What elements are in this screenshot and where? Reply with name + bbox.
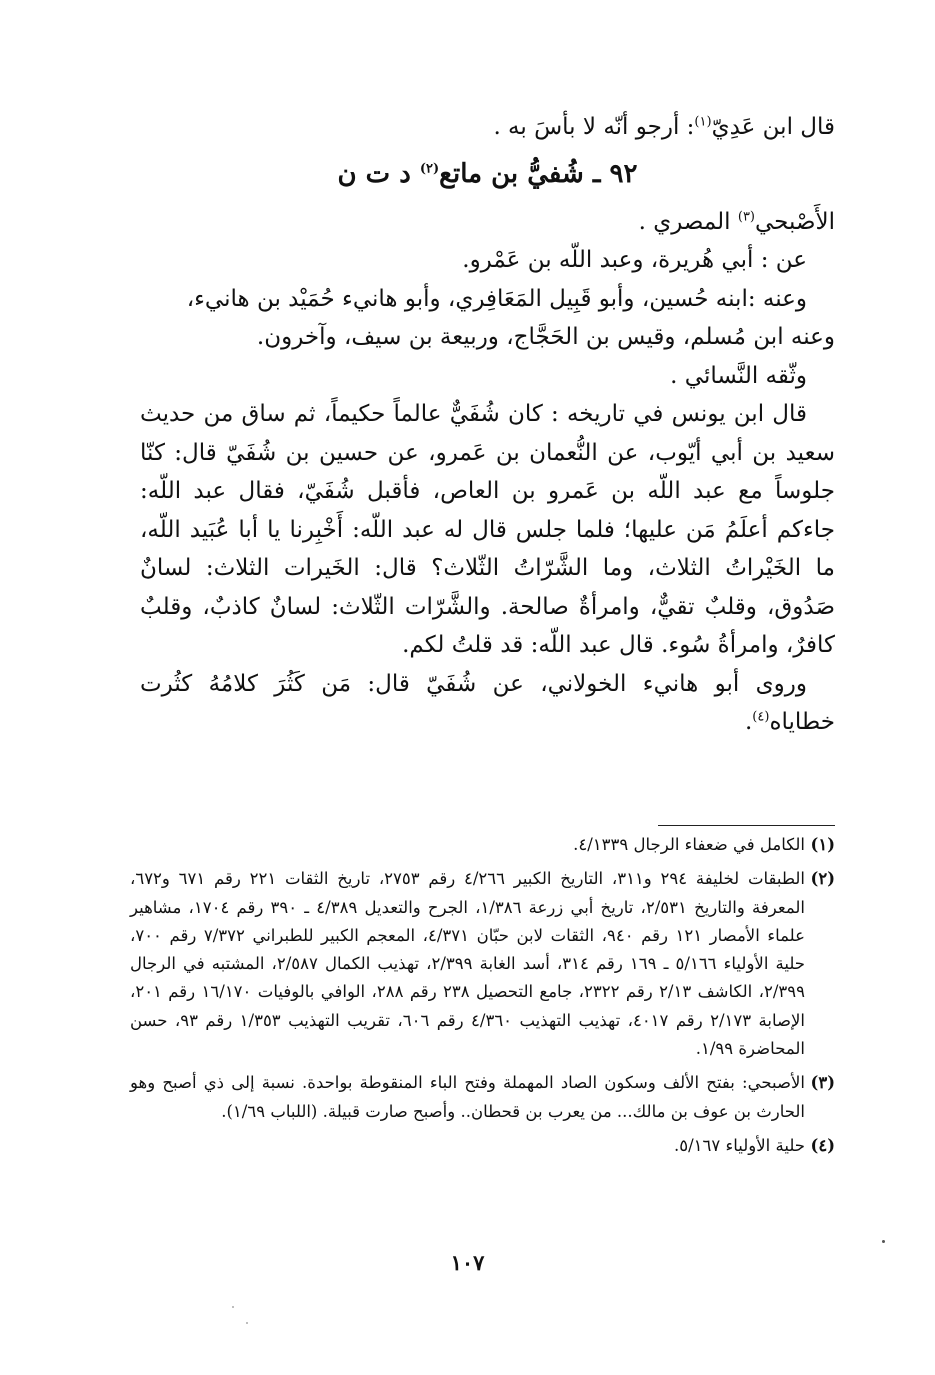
footnote-number: (١) <box>810 835 835 854</box>
footnote-number: (٢) <box>810 869 835 889</box>
paragraph-ibn-yunus: قال ابن يونس في تاريخه : كان شُفَيٌّ عالماً حكيماً، ثم ساق من حديث سعيد بن أبي أيّوب، عن النُّعمان بن عَمرو، عن حسين بن شُفَيّ قال: كنّا جلوساً مع عبد اللّه بن عَمرو بن العاص، فأقبل شُفَيّ، فقال عبد اللّه: جاءكم أعلَمُ مَن عليها؛ فلما جلس قال له عبد اللّه: أَخْبِرنا يا أبا عُبَيد اللّه، ما الخَيْراتُ الثلاث، وما الشَّرّاتُ الثّلاث؟ قال: الخَيرات الثلاث: لسانٌ صَدُوق، وقلبٌ تقيٌّ، وامرأةٌ صالحة. والشَّرّات الثّلاث: لسانٌ كاذبٌ، وقلبٌ كافرٌ، وامرأةُ سُوء. قال عبد اللّه: قد قلتُ لكم. <box>140 401 835 658</box>
footnote-divider <box>658 825 835 826</box>
paragraph-abu-hani: وروى أبو هانيء الخولاني، عن شُفَيّ قال: مَن كَثُرَ كلامُهُ كثُرت خطاياه$^{(٤)}$. <box>140 670 835 735</box>
paragraph-narrators-2: وعنه ابن مُسلم، وقيس بن الحَجَّاج، وربيعة بن سيف، وآخرون. <box>256 324 835 350</box>
paragraph-narrators-1: وعنه :ابنه حُسين، وأبو قَبِيل المَعَافِري، وأبو هانيء حُمَيْد بن هانيء، <box>186 285 807 312</box>
footnote-ref: (٢) <box>419 160 440 176</box>
paragraph-ibn-adi: قال ابن عَدِيّ$^{(١)}$: أرجو أنّه لا بأسَ به . <box>493 114 835 140</box>
footnote-ref: (٣) <box>737 208 755 224</box>
entry-heading: ٩٢ ـ شُفيُّ بن ماتع$^{(٢)}$ د ت ن <box>337 158 638 189</box>
footnote-text: الطبقات لخليفة ٢٩٤ و٣١١، التاريخ الكبير ٤/٢٦٦ رقم ٢٧٥٣، تاريخ الثقات ٢٢١ رقم ٦٧١ و٦٧٢، المعرفة والتاريخ ٢/٥٣١، تاريخ أبي زرعة ١/٣٨٦، الجرح والتعديل ٤/٣٨٩ ـ ٣٩٠ رقم ١٧٠٤، مشاهير علماء الأمصار ١٢١ رقم ٩٤٠، الثقات لابن حبّان ٤/٣٧١، المعجم الكبير للطبراني ٧/٣٧٢ رقم ٧٠٠، حلية الأولياء ٥/١٦٦ ـ ١٦٩ رقم ٣١٤، أسد الغابة ٢/٣٩٩، تهذيب الكمال ٢/٥٨٧، المشتبه في الرجال ٢/٣٩٩، الكاشف ٢/١٣ رقم ٢٣٢٢، جامع التحصيل ٢٣٨ رقم ٢٨٨، الوافي بالوفيات ١٦/١٧٠ رقم ٢٠١، الإصابة ٢/١٧٣ رقم ٤٠١٧، تهذيب التهذيب ٤/٣٦٠ رقم ٦٠٦، تقريب التهذيب ١/٣٥٣ رقم ٩٣، حسن المحاضرة ١/٩٩. <box>130 869 806 1059</box>
footnote-ref: (١) <box>694 114 712 130</box>
footnote-4 <box>130 1132 835 1160</box>
footnotes <box>130 831 835 1166</box>
scan-speck <box>882 1240 885 1243</box>
footnote-ref: (٤) <box>752 709 770 725</box>
footnote-2 <box>130 865 835 1063</box>
paragraph-nisba: الأَصْبحي$^{(٣)}$ المصري . <box>638 208 835 235</box>
footnote-1 <box>130 831 835 859</box>
footnote-text: حلية الأولياء ٥/١٦٧. <box>674 1135 805 1155</box>
scan-speck <box>232 1306 234 1308</box>
footnote-text: الكامل في ضعفاء الرجال ٤/١٣٣٩. <box>573 835 805 854</box>
footnote-number: (٣) <box>810 1073 835 1093</box>
main-text <box>140 108 835 742</box>
page-number: ١٠٧ <box>450 1250 485 1275</box>
footnote-text: الأصبحي: بفتح الألف وسكون الصاد المهملة وفتح الباء المنقوطة بواحدة. نسبة إلى ذي أصبح وهو الحارث بن عوف بن مالك... من يعرب بن قحطان.. وأصبح صارت قبيلة. (اللباب ١/٦٩). <box>130 1073 805 1121</box>
scan-speck <box>246 1322 248 1324</box>
footnote-3 <box>130 1069 835 1126</box>
paragraph-narrated-from: عن : أبي هُريرة، وعبد اللّه بن عَمْرو. <box>462 247 807 273</box>
footnote-number: (٤) <box>810 1135 835 1155</box>
paragraph-nasai: وثّقه النَّسائي . <box>670 362 807 389</box>
